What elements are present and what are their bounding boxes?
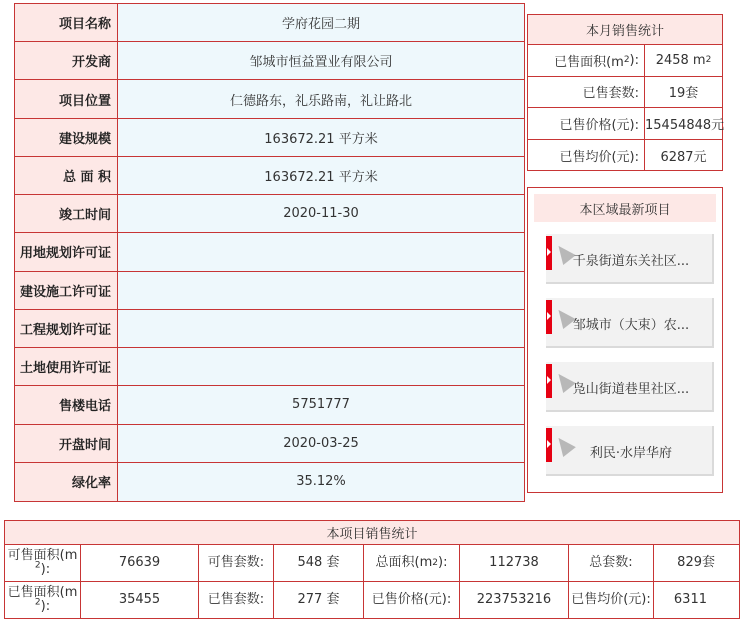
monthly-sold-price-value: 15454848元 (645, 117, 725, 133)
sold-units-label: 已售套数: (199, 582, 274, 619)
info-label: 开发商 (15, 42, 118, 79)
sold-units-value: 277 套 (274, 582, 364, 619)
info-row-total-area (15, 157, 524, 195)
avail-units-label: 可售套数: (199, 545, 274, 581)
project-stats-title: 本项目销售统计 (5, 521, 739, 545)
monthly-avg-price-row (528, 140, 722, 172)
avg-price-value: 6311 (673, 591, 707, 607)
info-value: 仁德路东，礼乐路南，礼让路北 (118, 80, 524, 117)
total-area-value: 112738 (460, 545, 569, 581)
info-row-developer (15, 42, 524, 80)
monthly-sold-area-row (528, 45, 722, 77)
total-units-value: 829套 (677, 554, 715, 570)
monthly-avg-price-value: 6287元 (660, 149, 707, 165)
info-label: 总 面 积 (15, 157, 118, 194)
monthly-sold-price-label: 已售价格(元): (528, 108, 645, 139)
latest-project-name[interactable]: 邹城市（大束）农... (572, 318, 690, 333)
info-label: 建设施工许可证 (15, 272, 118, 309)
latest-project-link[interactable] (546, 234, 714, 284)
info-label: 项目位置 (15, 80, 118, 117)
info-row-greening-rate (15, 463, 524, 501)
latest-projects-title: 本区域最新项目 (534, 194, 716, 222)
info-value: 2020-03-25 (118, 425, 524, 462)
total-area-label: 总面积(m 2 ): (364, 545, 460, 581)
project-info-table (14, 3, 525, 502)
sold-area-label: 已售面积(m $^2$): (5, 582, 81, 619)
monthly-sold-price-row (528, 108, 725, 140)
info-value: 163672.21 平方米 (118, 157, 524, 194)
project-stats-row-available (5, 545, 739, 582)
monthly-avg-price-label: 已售均价(元): (528, 140, 645, 172)
info-row-land-use-permit (15, 348, 524, 386)
monthly-stats-title: 本月销售统计 (528, 15, 722, 45)
info-label: 建设规模 (15, 119, 118, 156)
latest-projects-panel (527, 187, 723, 493)
info-label: 售楼电话 (15, 386, 118, 423)
latest-project-link[interactable] (546, 298, 714, 348)
monthly-sold-units-label: 已售套数: (528, 77, 645, 108)
sold-price-label: 已售价格(元): (364, 582, 460, 619)
project-sales-stats (4, 520, 740, 619)
info-row-completion (15, 195, 524, 233)
info-row-sales-phone (15, 386, 524, 424)
info-value (118, 272, 524, 309)
info-row-project-name (15, 4, 524, 42)
info-label: 用地规划许可证 (15, 233, 118, 270)
latest-project-link[interactable] (546, 362, 714, 412)
info-value: 邹城市恒益置业有限公司 (118, 42, 524, 79)
info-value (118, 348, 524, 385)
info-value: 35.12% (118, 463, 524, 501)
info-value: 2020-11-30 (118, 195, 524, 232)
avail-area-label: 可售面积(m $^2$): (5, 545, 81, 581)
avail-units-value: 548 套 (274, 545, 364, 581)
red-flag-icon (546, 364, 552, 398)
info-row-engineering-permit (15, 310, 524, 348)
latest-project-link[interactable] (546, 426, 714, 476)
info-label: 土地使用许可证 (15, 348, 118, 385)
monthly-sold-area-value: 2458 m 2 (655, 52, 712, 68)
info-label: 开盘时间 (15, 425, 118, 462)
info-row-construction-permit (15, 272, 524, 310)
avail-area-value: 76639 (81, 545, 199, 581)
info-label: 竣工时间 (15, 195, 118, 232)
info-row-scale (15, 119, 524, 157)
latest-project-name[interactable]: 凫山街道巷里社区... (572, 382, 690, 397)
info-value: 5751777 (118, 386, 524, 423)
latest-project-name[interactable]: 利民·水岸华府 (589, 446, 673, 461)
info-row-opening-date (15, 425, 524, 463)
info-row-land-planning-permit (15, 233, 524, 271)
monthly-sold-area-label: 已售面积(m 2 ): (528, 45, 645, 76)
info-label: 项目名称 (15, 4, 118, 41)
info-value: 学府花园二期 (118, 4, 524, 41)
info-value: 163672.21 平方米 (118, 119, 524, 156)
red-flag-icon (546, 300, 552, 334)
red-flag-icon (546, 428, 552, 462)
red-flag-icon (546, 236, 552, 270)
info-label: 工程规划许可证 (15, 310, 118, 347)
monthly-sold-units-row (528, 77, 722, 109)
info-label: 绿化率 (15, 463, 118, 501)
info-row-location (15, 80, 524, 118)
sold-area-value: 35455 (81, 582, 199, 619)
info-value (118, 233, 524, 270)
avg-price-label: 已售均价(元): (569, 582, 654, 619)
sold-price-value: 223753216 (460, 582, 569, 619)
monthly-sold-units-value: 19套 (668, 86, 699, 102)
latest-project-name[interactable]: 千泉街道东关社区... (572, 254, 690, 269)
total-units-label: 总套数: (569, 545, 654, 581)
monthly-sales-stats (527, 14, 723, 171)
info-value (118, 310, 524, 347)
project-stats-row-sold (5, 582, 739, 619)
